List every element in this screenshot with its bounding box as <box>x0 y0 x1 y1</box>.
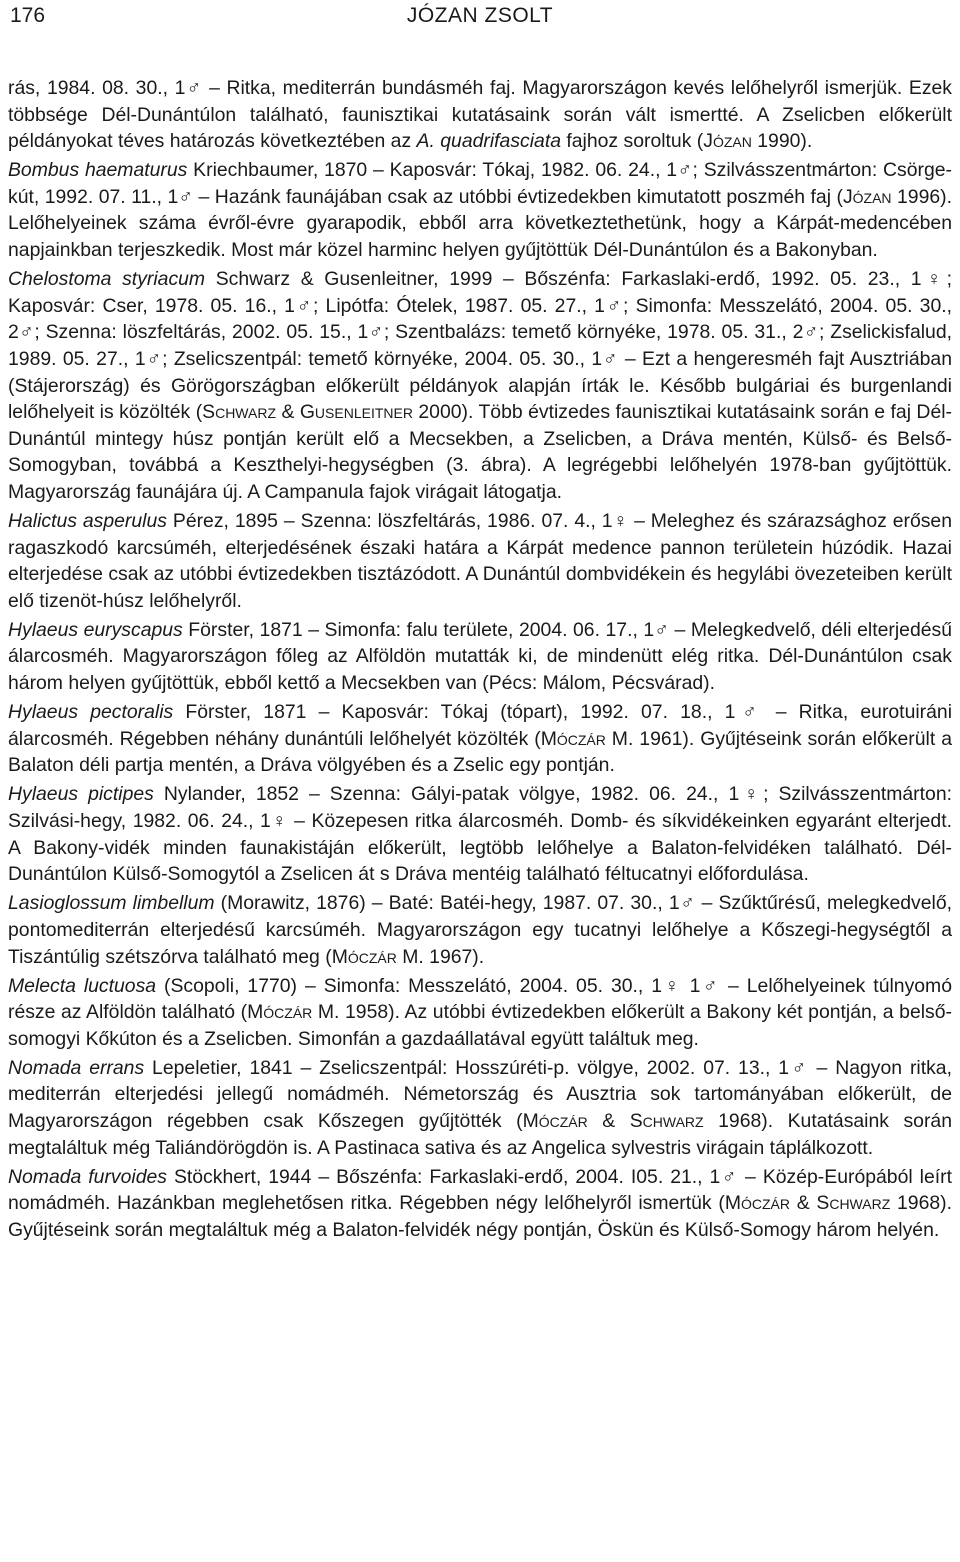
text-run: 1968). Kutatásaink során megtaláltuk még Taliándörögdön is. A Pastinaca sativa és az Angelica sylvestris virágain táplálkozott. <box>8 1110 952 1159</box>
author-citation: Schwarz <box>629 1110 704 1133</box>
species-paragraph <box>8 617 952 697</box>
text-run: M. 1967). <box>396 945 485 968</box>
text-run: 1990). <box>751 130 813 153</box>
species-paragraph <box>8 1164 952 1244</box>
species-paragraph <box>8 973 952 1053</box>
page-number: 176 <box>10 4 46 27</box>
author-citation: Gusenleitner <box>299 401 413 424</box>
species-name: Melecta luctuosa <box>8 974 157 997</box>
text-run: (Morawitz, 1876) – Baté: Batéi-hegy, 1987. 07. 30., 1♂ – Szűktűrésű, melegkedvelő, pontomediterrán elterjedésű karcsúméh. Magyarországon egy tucatnyi lelőhelye a Kőszegi-hegységtől a Tiszántúlig szétszórva található meg ( <box>8 892 952 968</box>
text-run: rás, 1984. 08. 30., 1♂ – Ritka, mediterrán bundásméh faj. Magyarországon kevés lelőhelyről ismerjük. Ezek többsége Dél-Dunántúlon található, faunisztikai kutatásaink során vált ismertté. A Zselicben előkerült példányokat téves határozás következtében az <box>8 77 952 153</box>
text-run: (Scopoli, 1770) – Simonfa: Messzelátó, 2004. 05. 30., 1♀ 1♂ – Lelőhelyeinek túlnyomó része az Alföldön található ( <box>8 974 952 1024</box>
species-paragraph <box>8 699 952 779</box>
author-citation: Schwarz <box>202 401 277 424</box>
text-run: Nylander, 1852 – Szenna: Gályi-patak völgye, 1982. 06. 24., 1♀; Szilvásszentmárton: Szilvási-hegy, 1982. 06. 24., 1♀ – Közepesen ritka álarcosméh. Domb- és síkvidékeinken egyaránt elterjedt. A Bakony-vidék minden faunakistáján előkerült, legtöbb lelőhelye a Balaton-felvidéken található. Dél-Dunántúlon Külső-Somogytól a Zselicen át s Dráva mentéig található féltucatnyi előfordulása. <box>8 783 952 886</box>
text-run: M. 1961). Gyűjtéseink során előkerült a Balaton déli partja mentén, a Dráva völgyében és a Zselic egy pontján. <box>8 727 952 777</box>
text-run: Stöckhert, 1944 – Bőszénfa: Farkaslaki-erdő, 2004. I05. 21., 1♂ – Közép-Európából leírt nomádméh. Hazánkban meglehetősen ritka. Régebben négy lelőhelyről ismertük ( <box>8 1165 952 1215</box>
species-name: Nomada furvoides <box>8 1165 167 1188</box>
author-citation: Józan <box>842 185 892 208</box>
text-run: 1968). Gyűjtéseink során megtaláltuk még a Balaton-felvidék négy pontján, Öskün és Külső-Somogy három helyén. <box>8 1192 952 1241</box>
text-run: 2000). Több évtizedes faunisztikai kutatásaink során e faj Dél-Dunántúl mintegy húsz pontján került elő a Mecsekben, a Zselicben, a Dráva mentén, Külső- és Belső-Somogyban, továbbá a Keszthelyi-hegységben (3. ábra). A legrégebbi lelőhelyén 1978-ban gyűjtöttük. Magyarország faunájára új. A Campanula fajok virágait látogatja. <box>8 401 952 503</box>
species-paragraph <box>8 1055 952 1161</box>
species-name: Nomada errans <box>8 1056 145 1079</box>
text-run: Schwarz & Gusenleitner, 1999 – Bőszénfa: Farkaslaki-erdő, 1992. 05. 23., 1♀; Kaposvár: Cser, 1978. 05. 16., 1♂; Lipótfa: Ótelek, 1987. 05. 27., 1♂; Simonfa: Messzelátó, 2004. 05. 30., 2♂; Szenna: löszfeltárás, 2002. 05. 15., 1♂; Szentbalázs: temető környéke, 1978. 05. 31., 2♂; Zselickisfalud, 1989. 05. 27., 1♂; Zselicszentpál: temető környéke, 2004. 05. 30., 1♂ – Ezt a hengeresméh fajt Ausztriában (Stájerország) és Görögországban előkerült példányok alapján írták le. Később bulgáriai és burgenlandi lelőhelyeit is közölték ( <box>8 268 952 424</box>
species-paragraph <box>8 508 952 614</box>
text-run: M. 1958). Az utóbbi évtizedekben előkerült a Bakony két pontján, a belső-somogyi Kőkúton és a Zselicben. Simonfán a gazdaállatával együtt találtuk meg. <box>8 1001 952 1050</box>
species-name: Bombus haematurus <box>8 159 188 182</box>
text-run: & <box>276 401 300 424</box>
text-run: & <box>789 1192 817 1215</box>
species-name: Hylaeus euryscapus <box>8 618 183 641</box>
text-run: Pérez, 1895 – Szenna: löszfeltárás, 1986. 07. 4., 1♀ – Meleghez és szárazsághoz erősen ragaszkodó karcsúméh, elterjedésének északi határa a Kárpát medence pannon területein húzódik. Hazai elterjedése csak az utóbbi évtizedekben tisztázódott. A Dunántúl dombvidékein és hegylábi övezeteiben került elő tizenöt-húsz lelőhelyről. <box>8 510 952 612</box>
species-name: Hylaeus pictipes <box>8 783 154 806</box>
author-citation: Schwarz <box>816 1192 891 1215</box>
species-name: quadrifasciata <box>440 130 561 153</box>
text-run: Lepeletier, 1841 – Zselicszentpál: Hosszúréti-p. völgye, 2002. 07. 13., 1♂ – Nagyon ritka, mediterrán elterjedési jellegű nomádméh. Németország és Ausztria sok tartományában előkerült, de Magyarországon régebben csak Kőszegen gyűjtötték ( <box>8 1056 952 1133</box>
species-paragraph <box>8 157 952 263</box>
author-citation: Móczár <box>540 727 606 750</box>
text-run: & <box>587 1110 630 1133</box>
article-body <box>8 75 952 1246</box>
text-run: 1996). Lelőhelyeinek száma évről-évre gyarapodik, ebből arra következtethetünk, hogy a Kárpát-medencében napjainkban terjeszkedik. Most már közel harminc helyen gyűjtöttük Dél-Dunántúlon és a Bakonyban. <box>8 185 952 262</box>
page-header <box>10 4 950 32</box>
author-citation: Józan <box>703 130 752 153</box>
author-citation: Móczár <box>247 1001 313 1024</box>
author-citation: Móczár <box>724 1192 790 1215</box>
species-name: Halictus asperulus <box>8 510 167 532</box>
species-name: Chelostoma styriacum <box>8 268 206 291</box>
text-run: Förster, 1871 – Kaposvár: Tókaj (tópart), 1992. 07. 18., 1♂ – Ritka, eurotuiráni álarcosméh. Régebben néhány dunántúli lelőhelyét közölték ( <box>8 701 952 750</box>
species-paragraph <box>8 75 952 155</box>
species-name: Hylaeus pectoralis <box>8 701 174 724</box>
species-paragraph <box>8 781 952 887</box>
text-run: fajhoz soroltuk ( <box>561 130 704 153</box>
species-name: Lasioglossum limbellum <box>8 892 215 915</box>
text-run: Kriechbaumer, 1870 – Kaposvár: Tókaj, 1982. 06. 24., 1♂; Szilvásszentmárton: Csörge-kút, 1992. 07. 11., 1♂ – Hazánk faunájában csak az utóbbi évtizedekben kimutatott poszméh faj ( <box>8 159 952 208</box>
species-paragraph <box>8 890 952 970</box>
species-name: A. <box>416 130 435 153</box>
author-citation: Móczár <box>522 1110 588 1133</box>
text-run: Förster, 1871 – Simonfa: falu területe, 2004. 06. 17., 1♂ – Melegkedvelő, déli elterjedésű álarcosméh. Magyarországon főleg az Alföldön mutatták ki, de mindenütt elég ritka. Dél-Dunántúlon csak három helyen gyűjtöttük, ebből kettő a Mecsekben van (Pécs: Málom, Pécsvárad). <box>8 618 952 695</box>
species-paragraph <box>8 266 952 505</box>
author-citation: Móczár <box>331 945 397 968</box>
running-head: JÓZAN ZSOLT <box>406 4 554 27</box>
